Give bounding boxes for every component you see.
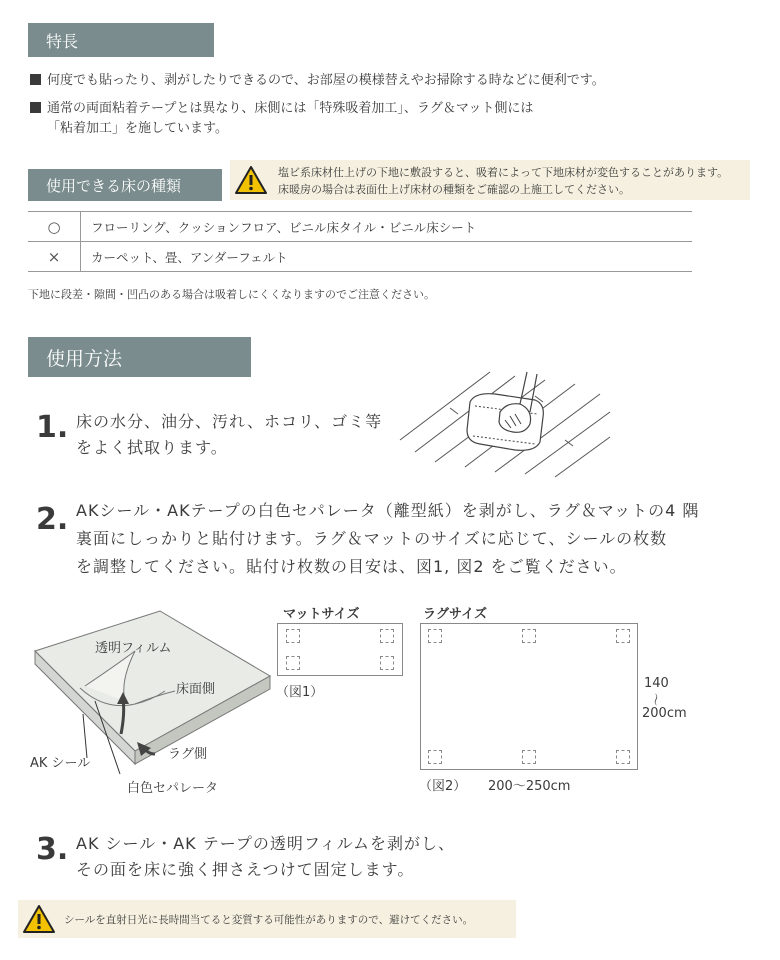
step1-number: 1.: [36, 410, 69, 445]
step3-text: [76, 831, 455, 883]
warning-icon: [234, 165, 268, 195]
feature-bullet-2-line2: 「粘着加工」を施しています。: [47, 121, 228, 136]
square-bullet-icon: [30, 102, 41, 113]
seal-placement-mark: [286, 656, 300, 670]
seal-diagram: [25, 606, 275, 806]
seal-placement-mark: [522, 629, 536, 643]
square-bullet-icon: [30, 74, 41, 85]
seal-placement-mark: [286, 629, 300, 643]
feature-bullet-1: [30, 71, 750, 91]
white-separator-label: 白色セパレータ: [127, 781, 219, 796]
rug-side-label: ラグ側: [168, 747, 208, 762]
seal-placement-mark: [522, 750, 536, 764]
rug-width-label: 200～250cm: [488, 779, 571, 794]
ok-mark: ○: [28, 212, 81, 241]
step1-text: [76, 409, 382, 461]
floor-table: [28, 211, 692, 272]
step3-number: 3.: [36, 832, 69, 867]
mat-size-title: マットサイズ: [283, 607, 360, 622]
rug-height-top: 140: [644, 676, 669, 691]
seal-placement-mark: [428, 750, 442, 764]
table-row: [28, 242, 692, 272]
floor-note: 下地に段差・隙間・凹凸のある場合は吸着しにくくなりますのでご注意ください。: [28, 288, 435, 301]
feature-bullet-2: [30, 99, 750, 139]
seal-placement-mark: [428, 629, 442, 643]
figure1-caption: （図1）: [276, 685, 324, 700]
rug-height-tilde: ～: [647, 692, 663, 707]
features-heading: [28, 23, 214, 57]
seal-placement-mark: [616, 750, 630, 764]
figure2-caption: （図2）: [419, 779, 467, 794]
mat-size-figure: [277, 623, 403, 676]
wiping-floor-illustration: [395, 362, 615, 482]
rug-size-title: ラグサイズ: [423, 607, 487, 622]
step2-line2: 裏面にしっかりと貼付けます。ラグ＆マットのサイズに応じて、シールの枚数: [76, 529, 668, 548]
floor-types-heading-text: 使用できる床の種類: [46, 176, 182, 195]
floor-warning-line1: 塩ビ系床材仕上げの下地に敷設すると、吸着によって下地床材が変色することがあります。: [278, 166, 729, 179]
step3-line1: AK シール・AK テープの透明フィルムを剥がし、: [76, 834, 456, 853]
floor-warning-box: [230, 160, 750, 200]
seal-placement-mark: [380, 656, 394, 670]
seal-placement-mark: [380, 629, 394, 643]
step2-line1: AKシール・AKテープの白色セパレータ（離型紙）を剥がし、ラグ＆マットの4 隅: [76, 501, 700, 520]
feature-bullet-1-text: 何度でも貼ったり、剥がしたりできるので、お部屋の模様替えやお掃除する時などに便利です。: [47, 73, 605, 88]
table-row: [28, 212, 692, 242]
step1-line1: 床の水分、油分、汚れ、ホコリ、ゴミ等: [76, 412, 383, 431]
rug-size-figure: [420, 623, 638, 770]
film-label: 透明フィルム: [95, 641, 172, 656]
step1-line2: をよく拭取ります。: [76, 438, 228, 457]
feature-bullet-2-line1: 通常の両面粘着テープとは異なり、床側には「特殊吸着加工」、ラグ＆マット側には: [47, 101, 534, 116]
sunlight-warning-box: [18, 900, 516, 938]
rug-height-bottom: 200cm: [642, 706, 687, 721]
step2-line3: を調整してください。貼付け枚数の目安は、図1, 図2 をご覧ください。: [76, 557, 627, 576]
warning-icon: [22, 904, 56, 934]
sunlight-warning-text: シールを直射日光に長時間当てると変質する可能性がありますので、避けてください。: [64, 914, 474, 926]
step3-line2: その面を床に強く押さえつけて固定します。: [76, 860, 415, 879]
usage-heading: [28, 337, 251, 377]
ak-seal-label: AK シール: [30, 756, 91, 771]
seal-placement-mark: [616, 629, 630, 643]
floor-types-heading: [28, 169, 222, 201]
ng-mark: ×: [28, 242, 81, 271]
step2-text: [76, 497, 756, 581]
step2-number: 2.: [36, 502, 69, 537]
table-cell: カーペット、畳、アンダーフェルト: [91, 249, 288, 265]
table-cell: フローリング、クッションフロア、ビニル床タイル・ビニル床シート: [91, 219, 477, 235]
floor-warning-line2: 床暖房の場合は表面仕上げ床材の種類をご確認の上施工してください。: [278, 183, 630, 196]
features-heading-text: 特長: [46, 31, 79, 51]
floor-side-label: 床面側: [176, 682, 216, 697]
usage-heading-text: 使用方法: [46, 347, 123, 370]
